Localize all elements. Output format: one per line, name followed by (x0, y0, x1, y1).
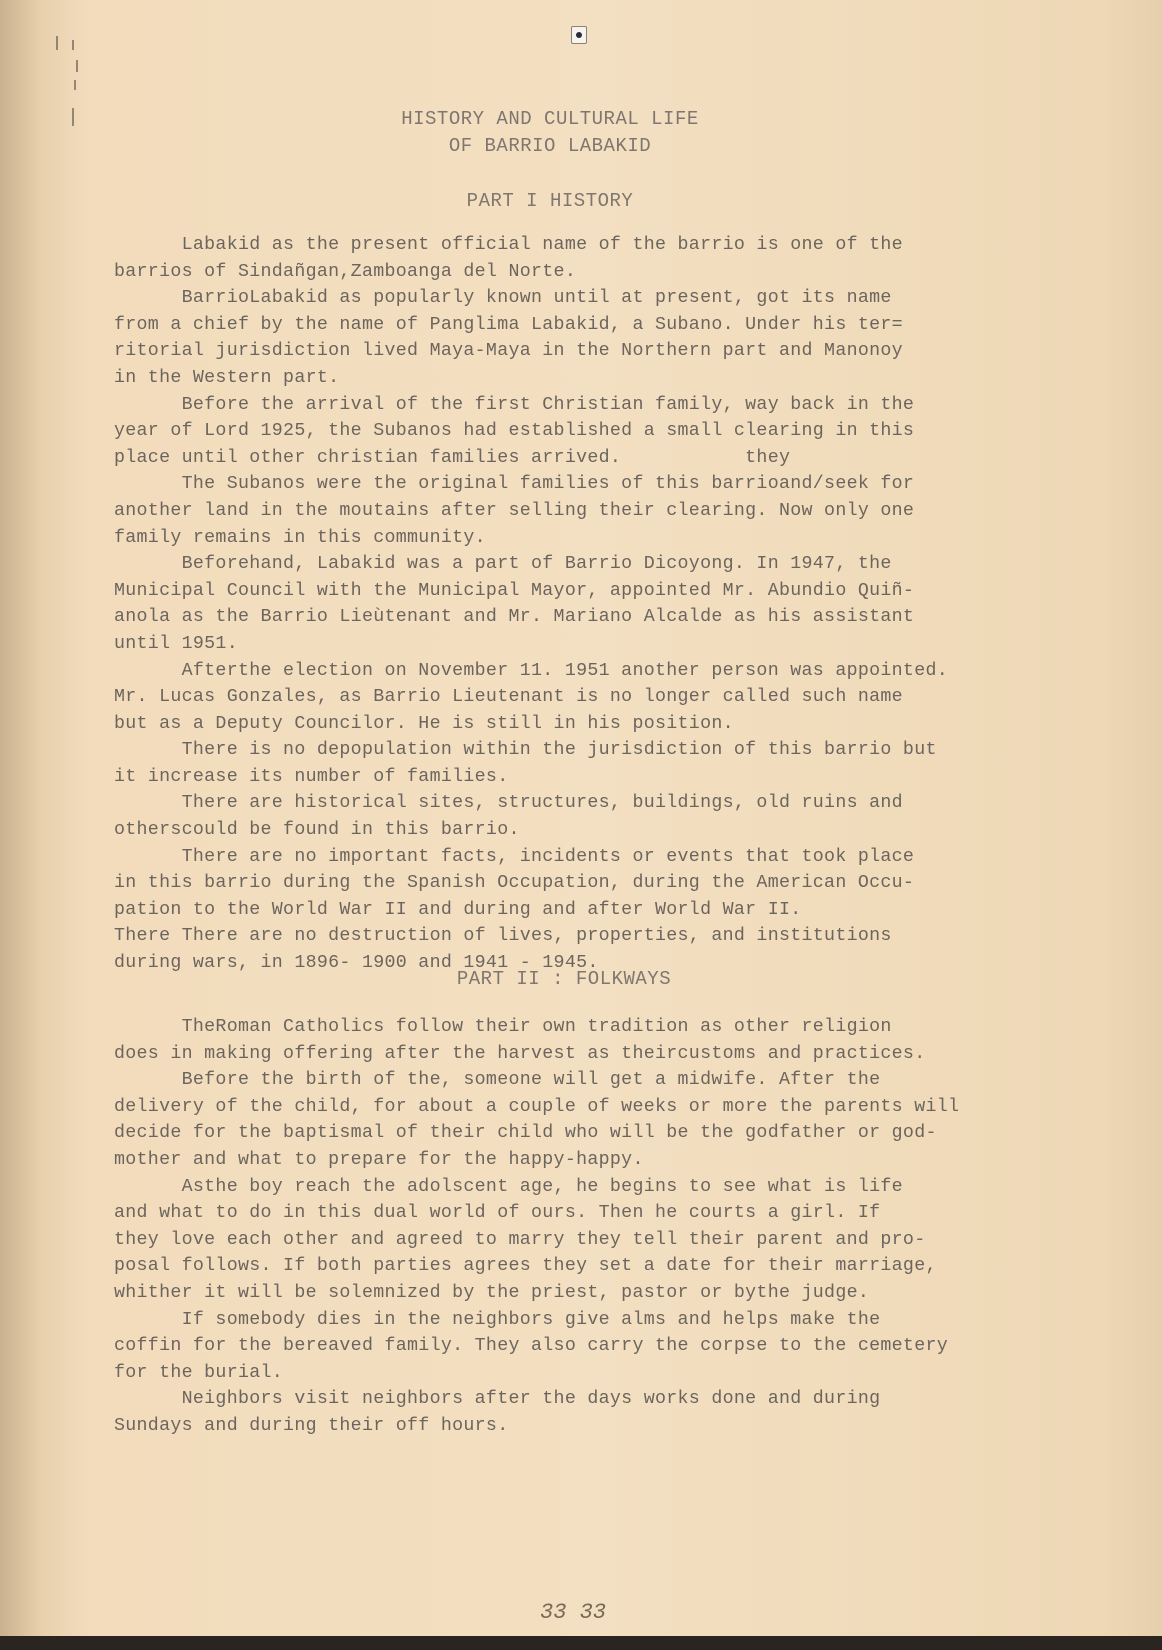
text-line: in this barrio during the Spanish Occupation, during the American Occu- (114, 873, 915, 894)
text-line: pation to the World War II and during and after World War II. (114, 899, 802, 920)
text-line: posal follows. If both parties agrees they set a date for their marriage, (114, 1256, 937, 1277)
text-line: whither it will be solemnized by the priest, pastor or bythe judge. (114, 1282, 870, 1303)
text-line: for the burial. (114, 1362, 284, 1383)
text-line: year of Lord 1925, the Subanos had established a small clearing in this (114, 421, 915, 442)
staple-icon (571, 26, 587, 44)
title-line: OF BARRIO LABAKID (448, 135, 652, 157)
title-line: HISTORY AND CULTURAL LIFE (401, 108, 699, 130)
text-line: it increase its number of families. (114, 766, 509, 787)
part1-heading: PART I HISTORY (466, 190, 634, 212)
text-line: There There are no destruction of lives, properties, and institutions (114, 926, 892, 947)
text-line: does in making offering after the harvest as theircustoms and practices. (114, 1043, 926, 1064)
text-line: mother and what to prepare for the happy-happy. (114, 1149, 644, 1170)
text-line: Beforehand, Labakid was a part of Barrio Dicoyong. In 1947, the (114, 554, 892, 575)
text-line: they love each other and agreed to marry they tell their parent and pro- (114, 1229, 926, 1250)
text-line: otherscould be found in this barrio. (114, 820, 520, 841)
text-line: Municipal Council with the Municipal Mayor, appointed Mr. Abundio Quiñ- (114, 580, 915, 601)
margin-mark (72, 40, 74, 50)
text-line: There are historical sites, structures, buildings, old ruins and (114, 793, 903, 814)
text-line: Mr. Lucas Gonzales, as Barrio Lieutenant is no longer called such name (114, 687, 903, 708)
text-line: during wars, in 1896- 1900 and 1941 - 1945. (114, 953, 599, 974)
text-line: and what to do in this dual world of ours. Then he courts a girl. If (114, 1203, 881, 1224)
text-line: coffin for the bereaved family. They also carry the corpse to the cemetery (114, 1336, 949, 1357)
text-line: anola as the Barrio Lieùtenant and Mr. Mariano Alcalde as his assistant (114, 607, 915, 628)
text-line: There are no important facts, incidents or events that took place (114, 846, 915, 867)
text-line: place until other christian families arrived. they (114, 447, 791, 468)
part2-heading: PART II : FOLKWAYS (456, 968, 672, 990)
part2-body (114, 1014, 1094, 1440)
text-line: delivery of the child, for about a couple of weeks or more the parents will (114, 1096, 960, 1117)
part1-body (114, 232, 1094, 977)
text-line: Asthe boy reach the adolscent age, he begins to see what is life (114, 1176, 903, 1197)
margin-mark (56, 36, 58, 50)
text-line: The Subanos were the original families of this barrioand/seek for (114, 474, 915, 495)
text-line: If somebody dies in the neighbors give alms and helps make the (114, 1309, 881, 1330)
text-line: BarrioLabakid as popularly known until at present, got its name (114, 288, 892, 309)
margin-mark (74, 80, 76, 90)
text-line: until 1951. (114, 633, 238, 654)
text-line: Before the arrival of the first Christian family, way back in the (114, 394, 915, 415)
text-line: another land in the moutains after selling their clearing. Now only one (114, 500, 915, 521)
text-line: in the Western part. (114, 367, 340, 388)
text-line: Neighbors visit neighbors after the days works done and during (114, 1389, 881, 1410)
text-line: Sundays and during their off hours. (114, 1415, 509, 1436)
margin-mark (76, 60, 78, 72)
text-line: ritorial jurisdiction lived Maya-Maya in the Northern part and Manonoy (114, 341, 903, 362)
text-line: barrios of Sindañgan,Zamboanga del Norte. (114, 261, 577, 282)
text-line: from a chief by the name of Panglima Labakid, a Subano. Under his ter= (114, 314, 903, 335)
text-line: Labakid as the present official name of the barrio is one of the (114, 235, 903, 255)
document-title (0, 106, 1100, 160)
text-line: Before the birth of the, someone will get a midwife. After the (114, 1070, 881, 1091)
text-line: There is no depopulation within the jurisdiction of this barrio but (114, 740, 937, 761)
text-line: TheRoman Catholics follow their own tradition as other religion (114, 1017, 892, 1037)
page-number: 33 33 (540, 1600, 607, 1625)
text-line: Afterthe election on November 11. 1951 another person was appointed. (114, 660, 949, 681)
text-line: decide for the baptismal of their child who will be the godfather or god- (114, 1123, 937, 1144)
text-line: family remains in this community. (114, 527, 486, 548)
text-line: but as a Deputy Councilor. He is still in his position. (114, 713, 734, 734)
